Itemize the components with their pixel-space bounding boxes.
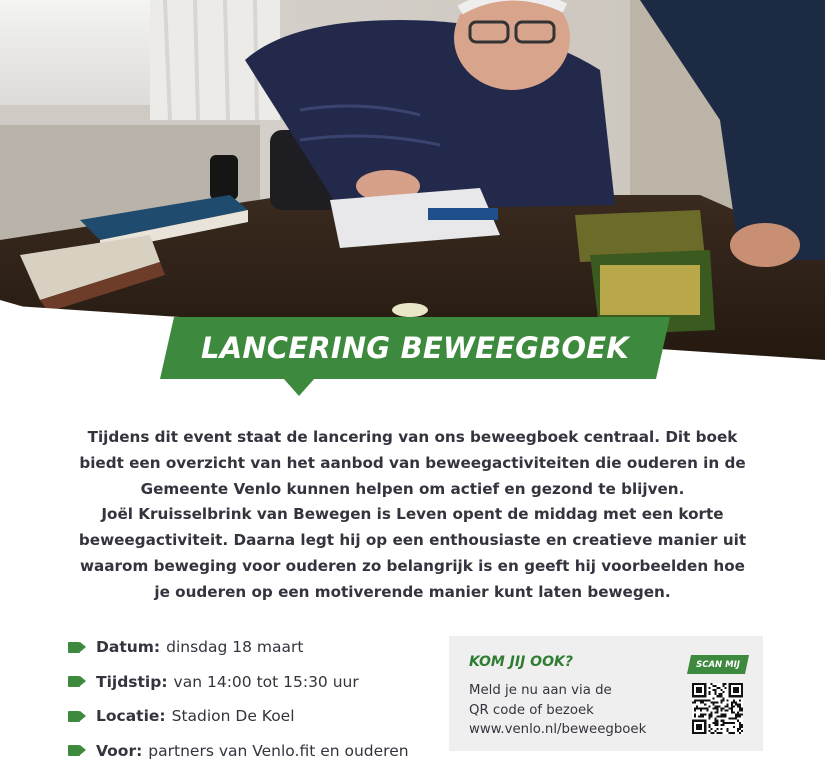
detail-label: Tijdstip:	[96, 672, 168, 691]
description-line: je ouderen op een motiverende manier kunt laten bewegen.	[154, 582, 671, 601]
description-line: biedt een overzicht van het aanbod van beweegactiviteiten die ouderen in de	[79, 453, 746, 472]
detail-time	[68, 665, 448, 700]
description-line: waarom beweging voor ouderen zo belangrijk is en geeft hij voorbeelden hoe	[80, 556, 745, 575]
detail-label: Locatie:	[96, 707, 166, 726]
detail-date	[68, 630, 448, 665]
detail-value: dinsdag 18 maart	[166, 638, 304, 657]
signup-box	[449, 636, 763, 751]
detail-value: partners van Venlo.fit en ouderen	[148, 741, 409, 760]
detail-label: Datum:	[96, 638, 161, 657]
detail-value: Stadion De Koel	[171, 707, 295, 726]
banner-pointer	[283, 378, 315, 396]
description-line: Gemeente Venlo kunnen helpen om actief en gezond te blijven.	[140, 479, 685, 498]
description-line: Tijdens dit event staat de lancering van ons beweegboek centraal. Dit boek	[87, 428, 738, 446]
video-camera-icon	[68, 641, 87, 654]
header-photo	[0, 0, 825, 360]
detail-location	[68, 699, 448, 734]
signup-line: QR code of bezoek	[469, 702, 594, 718]
signup-line: Meld je nu aan via de	[469, 683, 612, 698]
detail-value: van 14:00 tot 15:30 uur	[173, 672, 359, 691]
qr-code-icon[interactable]	[692, 683, 743, 734]
event-description	[70, 425, 755, 606]
description-line: beweegactiviteit. Daarna legt hij op een enthousiaste en creatieve manier uit	[78, 531, 747, 550]
signup-url[interactable]: www.venlo.nl/beweegboek	[469, 722, 647, 737]
signup-text	[469, 681, 679, 740]
video-camera-icon	[68, 710, 87, 723]
event-details	[68, 630, 448, 768]
scan-label: SCAN MIJ	[696, 659, 740, 670]
video-camera-icon	[68, 744, 87, 757]
signup-title: KOM JIJ OOK?	[469, 654, 573, 670]
scan-badge	[687, 655, 749, 674]
page-title: LANCERING BEWEEGBOEK	[201, 331, 629, 365]
video-camera-icon	[68, 675, 87, 688]
detail-label: Voor:	[96, 741, 143, 760]
description-line: Joël Kruisselbrink van Bewegen is Leven opent de middag met een korte	[101, 505, 724, 524]
detail-audience	[68, 734, 448, 769]
title-banner	[160, 317, 670, 379]
